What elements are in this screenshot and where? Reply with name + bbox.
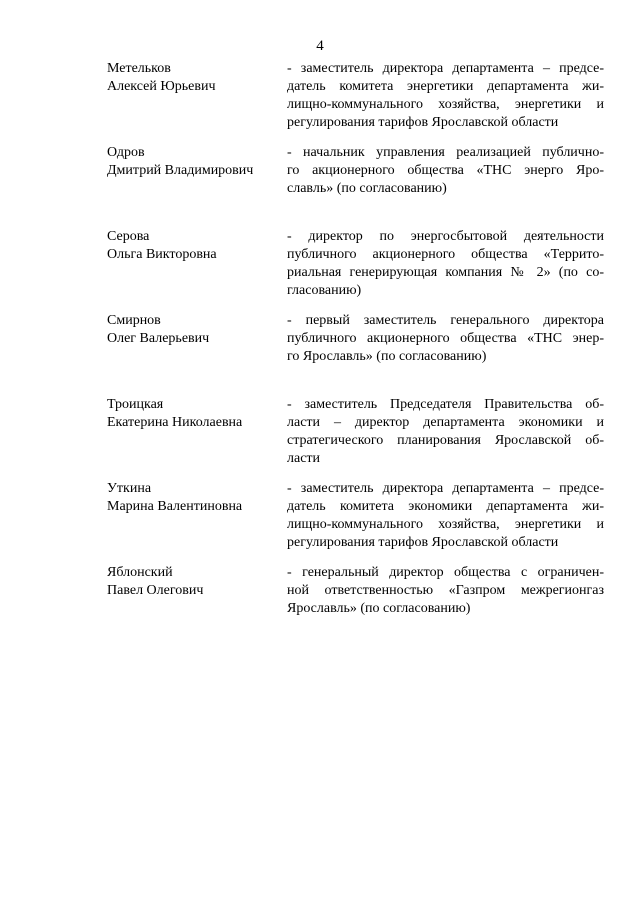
member-role [287,144,604,198]
role-line: датель комитета экономики департамента жи- [287,499,604,514]
role-line: стратегического планирования Ярославской об- [287,433,604,448]
member-given-name: Екатерина Николаевна [107,415,243,430]
role-line: датель комитета энергетики департамента жи- [287,79,604,94]
member-surname: Смирнов [107,313,161,328]
member-name [107,480,277,516]
role-line: ласти [287,451,321,466]
role-line: гласованию) [287,283,362,298]
role-line: лищно-коммунального хозяйства, энергетики и [287,517,604,532]
role-line: - генеральный директор общества с ограничен- [287,565,604,580]
member-given-name: Павел Олегович [107,583,204,598]
member-given-name: Алексей Юрьевич [107,79,216,94]
member-surname: Уткина [107,481,152,496]
role-line: - начальник управления реализацией публично- [287,145,604,160]
role-line: Ярославль» (по согласованию) [287,601,471,616]
member-name [107,312,277,348]
member-entry [0,396,640,480]
member-entry [0,312,640,396]
role-line: го акционерного общества «ТНС энерго Яро- [287,163,604,178]
role-line: - заместитель Председателя Правительства об- [287,397,604,412]
role-line: публичного акционерного общества «ТНС энер- [287,331,604,346]
role-line: публичного акционерного общества «Террито- [287,247,604,262]
member-given-name: Марина Валентиновна [107,499,243,514]
member-entry [0,480,640,564]
member-name [107,228,277,264]
member-given-name: Ольга Викторовна [107,247,217,262]
member-surname: Троицкая [107,397,164,412]
member-surname: Яблонский [107,565,173,580]
page-number: 4 [316,38,324,54]
member-surname: Одров [107,145,145,160]
member-name [107,396,277,432]
member-surname: Метельков [107,61,171,76]
member-given-name: Дмитрий Владимирович [107,163,254,178]
member-role [287,564,604,618]
role-line: - директор по энергосбытовой деятельности [287,229,604,244]
member-role [287,60,604,132]
role-line: регулирования тарифов Ярославской области [287,115,559,130]
member-role [287,312,604,366]
role-line: лищно-коммунального хозяйства, энергетики и [287,97,604,112]
role-line: ной ответственностью «Газпром межрегионгаз [287,583,604,598]
role-line: - заместитель директора департамента – предсе- [287,481,604,496]
role-line: - первый заместитель генерального директора [287,313,604,328]
member-entry [0,564,640,648]
member-name [107,564,277,600]
member-entry [0,144,640,228]
member-name [107,60,277,96]
member-entry [0,60,640,144]
member-role [287,228,604,300]
role-line: ласти – директор департамента экономики и [287,415,604,430]
member-role [287,480,604,552]
role-line: го Ярославль» (по согласованию) [287,349,487,364]
member-list [0,60,640,648]
member-role [287,396,604,468]
member-name [107,144,277,180]
member-surname: Серова [107,229,150,244]
role-line: регулирования тарифов Ярославской области [287,535,559,550]
role-line: славль» (по согласованию) [287,181,447,196]
member-entry [0,228,640,312]
role-line: риальная генерирующая компания № 2» (по со- [287,265,604,280]
member-given-name: Олег Валерьевич [107,331,210,346]
role-line: - заместитель директора департамента – предсе- [287,61,604,76]
